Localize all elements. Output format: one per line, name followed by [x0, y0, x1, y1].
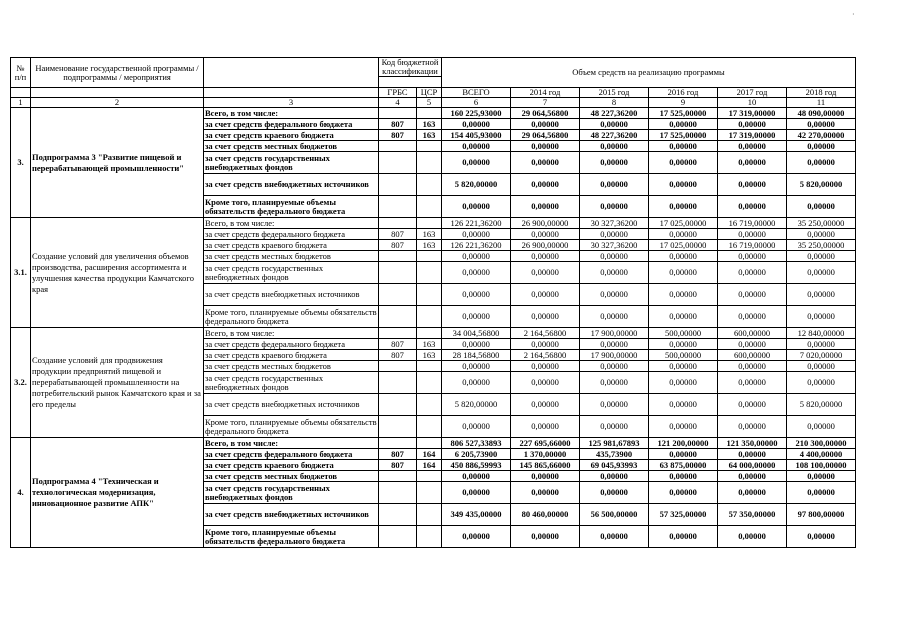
total-value: 34 004,56800 [442, 328, 511, 339]
year-value: 0,00000 [649, 152, 718, 174]
year-value: 57 325,00000 [649, 504, 718, 526]
csr-code: 163 [417, 119, 442, 130]
year-value: 0,00000 [649, 262, 718, 284]
total-value: 0,00000 [442, 152, 511, 174]
year-value: 500,00000 [649, 328, 718, 339]
grbs-code [379, 394, 417, 416]
group-number: 3. [11, 108, 31, 218]
year-value: 0,00000 [649, 471, 718, 482]
year-value: 35 250,00000 [787, 240, 856, 251]
header-blank [204, 58, 379, 88]
grbs-code: 807 [379, 460, 417, 471]
total-value: 0,00000 [442, 119, 511, 130]
grbs-code [379, 141, 417, 152]
year-value: 500,00000 [649, 350, 718, 361]
grbs-code [379, 196, 417, 218]
grbs-code [379, 471, 417, 482]
total-value: 450 886,59993 [442, 460, 511, 471]
budget-table-sheet [10, 57, 856, 548]
csr-code [417, 504, 442, 526]
year-value: 0,00000 [580, 229, 649, 240]
funding-source-label: за счет средств государственных внебюджетных фондов [204, 152, 379, 174]
year-value: 0,00000 [649, 119, 718, 130]
year-value: 48 227,36200 [580, 108, 649, 119]
column-number: 4 [379, 98, 417, 108]
year-value: 0,00000 [511, 394, 580, 416]
year-value: 0,00000 [787, 141, 856, 152]
year-value: 0,00000 [718, 141, 787, 152]
csr-code [417, 482, 442, 504]
year-value: 0,00000 [649, 361, 718, 372]
csr-code [417, 262, 442, 284]
funding-source-label: Всего, в том числе: [204, 218, 379, 229]
header-year: 2017 год [718, 88, 787, 98]
total-value: 0,00000 [442, 262, 511, 284]
year-value: 63 875,00000 [649, 460, 718, 471]
year-value: 0,00000 [580, 339, 649, 350]
year-value: 0,00000 [511, 416, 580, 438]
group-title: Подпрограмма 4 "Техническая и технологическая модернизация, инновационное развитие АПК" [31, 438, 204, 548]
total-value: 0,00000 [442, 471, 511, 482]
year-value: 0,00000 [580, 152, 649, 174]
year-value: 17 319,00000 [718, 130, 787, 141]
group-title: Создание условий для продвижения продукции предприятий пищевой и перерабатывающей промышленности на потребительский рынок Камчатского края и за его пределы [31, 328, 204, 438]
year-value: 0,00000 [511, 251, 580, 262]
csr-code [417, 251, 442, 262]
year-value: 0,00000 [649, 196, 718, 218]
year-value: 0,00000 [718, 306, 787, 328]
year-value: 0,00000 [580, 306, 649, 328]
column-number: 3 [204, 98, 379, 108]
column-number: 6 [442, 98, 511, 108]
year-value: 0,00000 [718, 526, 787, 548]
grbs-code [379, 438, 417, 449]
grbs-code [379, 416, 417, 438]
year-value: 0,00000 [649, 306, 718, 328]
year-value: 0,00000 [787, 339, 856, 350]
year-value: 0,00000 [787, 251, 856, 262]
year-value: 0,00000 [787, 119, 856, 130]
year-value: 17 900,00000 [580, 350, 649, 361]
year-value: 30 327,36200 [580, 218, 649, 229]
group-number: 3.2. [11, 328, 31, 438]
total-value: 0,00000 [442, 361, 511, 372]
year-value: 121 200,00000 [649, 438, 718, 449]
funding-source-label: Всего, в том числе: [204, 328, 379, 339]
csr-code [417, 141, 442, 152]
header-num: № п/п [11, 58, 31, 88]
year-value: 0,00000 [718, 416, 787, 438]
year-value: 0,00000 [649, 449, 718, 460]
grbs-code [379, 526, 417, 548]
year-value: 29 064,56800 [511, 130, 580, 141]
csr-code [417, 372, 442, 394]
table-row [11, 438, 856, 449]
funding-source-label: за счет средств краевого бюджета [204, 130, 379, 141]
year-value: 26 900,00000 [511, 240, 580, 251]
csr-code: 164 [417, 449, 442, 460]
year-value: 0,00000 [787, 416, 856, 438]
column-number: 7 [511, 98, 580, 108]
csr-code [417, 306, 442, 328]
year-value: 0,00000 [787, 196, 856, 218]
csr-code [417, 108, 442, 119]
funding-source-label: за счет средств государственных внебюджетных фондов [204, 262, 379, 284]
grbs-code [379, 306, 417, 328]
csr-code [417, 196, 442, 218]
funding-source-label: за счет средств краевого бюджета [204, 350, 379, 361]
csr-code [417, 526, 442, 548]
header-total: ВСЕГО [442, 88, 511, 98]
column-number: 10 [718, 98, 787, 108]
grbs-code [379, 262, 417, 284]
year-value: 0,00000 [649, 141, 718, 152]
year-value: 0,00000 [787, 526, 856, 548]
year-value: 17 525,00000 [649, 130, 718, 141]
csr-code [417, 361, 442, 372]
grbs-code [379, 218, 417, 229]
year-value: 600,00000 [718, 350, 787, 361]
year-value: 0,00000 [580, 361, 649, 372]
year-value: 29 064,56800 [511, 108, 580, 119]
grbs-code: 807 [379, 240, 417, 251]
total-value: 0,00000 [442, 526, 511, 548]
group-number: 4. [11, 438, 31, 548]
year-value: 0,00000 [718, 361, 787, 372]
csr-code [417, 416, 442, 438]
header-budget-code: Код бюджетной классификации [379, 58, 442, 77]
year-value: 0,00000 [718, 119, 787, 130]
funding-source-label: Кроме того, планируемые объемы обязательств федерального бюджета [204, 196, 379, 218]
year-value: 1 370,00000 [511, 449, 580, 460]
year-value: 42 270,00000 [787, 130, 856, 141]
csr-code: 163 [417, 130, 442, 141]
year-value: 17 525,00000 [649, 108, 718, 119]
grbs-code [379, 174, 417, 196]
funding-source-label: Кроме того, планируемые объемы обязательств федерального бюджета [205, 306, 377, 326]
grbs-code: 807 [379, 339, 417, 350]
grbs-code: 807 [379, 130, 417, 141]
year-value: 600,00000 [718, 328, 787, 339]
year-value: 0,00000 [787, 471, 856, 482]
table-row [11, 108, 856, 119]
year-value: 0,00000 [718, 262, 787, 284]
year-value: 0,00000 [649, 251, 718, 262]
year-value: 121 350,00000 [718, 438, 787, 449]
csr-code [417, 328, 442, 339]
total-value: 0,00000 [442, 229, 511, 240]
group-title: Создание условий для увеличения объемов производства, расширения ассортимента и улучшения качества продукции Камчатского края [31, 218, 204, 328]
year-value: 17 900,00000 [580, 328, 649, 339]
year-value: 0,00000 [580, 174, 649, 196]
year-value: 0,00000 [649, 284, 718, 306]
header-year: 2014 год [511, 88, 580, 98]
funding-source-label: за счет средств краевого бюджета [204, 240, 379, 251]
year-value: 0,00000 [718, 196, 787, 218]
total-value: 5 820,00000 [442, 174, 511, 196]
year-value: 0,00000 [649, 174, 718, 196]
column-number: 5 [417, 98, 442, 108]
year-value: 0,00000 [580, 372, 649, 394]
year-value: 0,00000 [649, 372, 718, 394]
funding-source-label: за счет средств федерального бюджета [204, 449, 379, 460]
year-value: 0,00000 [511, 174, 580, 196]
year-value: 0,00000 [580, 471, 649, 482]
total-value: 0,00000 [442, 141, 511, 152]
funding-source-label: за счет средств местных бюджетов [204, 471, 379, 482]
group-number: 3.1. [11, 218, 31, 328]
column-number: 1 [11, 98, 31, 108]
csr-code [417, 394, 442, 416]
year-value: 0,00000 [511, 526, 580, 548]
year-value: 0,00000 [718, 471, 787, 482]
year-value: 17 025,00000 [649, 240, 718, 251]
year-value: 97 800,00000 [787, 504, 856, 526]
total-value: 0,00000 [442, 196, 511, 218]
year-value: 0,00000 [787, 372, 856, 394]
year-value: 5 820,00000 [787, 174, 856, 196]
funding-source-label: за счет средств федерального бюджета [204, 119, 379, 130]
year-value: 125 981,67893 [580, 438, 649, 449]
year-value: 0,00000 [787, 262, 856, 284]
year-value: 0,00000 [511, 152, 580, 174]
year-value: 48 090,00000 [787, 108, 856, 119]
grbs-code [379, 108, 417, 119]
total-value: 160 225,93000 [442, 108, 511, 119]
grbs-code [379, 482, 417, 504]
header-year: 2018 год [787, 88, 856, 98]
year-value: 0,00000 [649, 229, 718, 240]
total-value: 0,00000 [442, 372, 511, 394]
funding-source-label: за счет средств внебюджетных источников [204, 174, 379, 196]
csr-code [417, 438, 442, 449]
year-value: 80 460,00000 [511, 504, 580, 526]
header-grbs: ГРБС [379, 88, 417, 98]
csr-code: 163 [417, 350, 442, 361]
header-filler [204, 88, 379, 98]
year-value: 64 000,00000 [718, 460, 787, 471]
header-filler [11, 88, 31, 98]
year-value: 0,00000 [580, 119, 649, 130]
year-value: 2 164,56800 [511, 350, 580, 361]
funding-source-label: за счет средств государственных внебюджетных фондов [204, 372, 379, 394]
year-value: 0,00000 [580, 141, 649, 152]
year-value: 17 025,00000 [649, 218, 718, 229]
total-value: 0,00000 [442, 251, 511, 262]
year-value: 0,00000 [511, 482, 580, 504]
year-value: 0,00000 [511, 284, 580, 306]
year-value: 0,00000 [580, 262, 649, 284]
year-value: 0,00000 [580, 394, 649, 416]
year-value: 69 045,93993 [580, 460, 649, 471]
column-number: 11 [787, 98, 856, 108]
year-value: 0,00000 [718, 394, 787, 416]
funding-source-label: за счет средств краевого бюджета [204, 460, 379, 471]
year-value: 0,00000 [649, 482, 718, 504]
grbs-code: 807 [379, 119, 417, 130]
grbs-code [379, 152, 417, 174]
year-value: 56 500,00000 [580, 504, 649, 526]
year-value: 0,00000 [511, 372, 580, 394]
group-title: Подпрограмма 3 "Развитие пищевой и перерабатывающей промышленности" [31, 108, 204, 218]
year-value: 0,00000 [787, 284, 856, 306]
funding-source-label: за счет средств внебюджетных источников [204, 284, 379, 306]
year-value: 0,00000 [511, 361, 580, 372]
csr-code: 164 [417, 460, 442, 471]
funding-source-label: за счет средств федерального бюджета [204, 339, 379, 350]
year-value: 0,00000 [718, 449, 787, 460]
year-value: 12 840,00000 [787, 328, 856, 339]
csr-code: 163 [417, 229, 442, 240]
year-value: 0,00000 [649, 339, 718, 350]
year-value: 0,00000 [580, 251, 649, 262]
year-value: 0,00000 [649, 394, 718, 416]
year-value: 0,00000 [511, 229, 580, 240]
year-value: 48 227,36200 [580, 130, 649, 141]
year-value: 26 900,00000 [511, 218, 580, 229]
scan-mark: · [852, 10, 855, 19]
header-name: Наименование государственной программы / подпрограммы / мероприятия [31, 58, 204, 88]
year-value: 0,00000 [718, 152, 787, 174]
total-value: 154 405,93000 [442, 130, 511, 141]
csr-code: 163 [417, 240, 442, 251]
total-value: 28 184,56800 [442, 350, 511, 361]
year-value: 0,00000 [718, 251, 787, 262]
column-number: 9 [649, 98, 718, 108]
year-value: 0,00000 [718, 174, 787, 196]
csr-code [417, 174, 442, 196]
grbs-code [379, 328, 417, 339]
funding-source-label: Всего, в том числе: [204, 108, 379, 119]
year-value: 4 400,00000 [787, 449, 856, 460]
year-value: 0,00000 [649, 526, 718, 548]
year-value: 210 300,00000 [787, 438, 856, 449]
year-value: 0,00000 [580, 482, 649, 504]
header-funding: Объем средств на реализацию программы [442, 58, 856, 88]
total-value: 0,00000 [442, 416, 511, 438]
funding-source-label: за счет средств федерального бюджета [204, 229, 379, 240]
year-value: 35 250,00000 [787, 218, 856, 229]
total-value: 0,00000 [442, 284, 511, 306]
grbs-code: 807 [379, 350, 417, 361]
budget-table [10, 57, 856, 548]
csr-code [417, 152, 442, 174]
year-value: 0,00000 [511, 141, 580, 152]
year-value: 0,00000 [718, 372, 787, 394]
csr-code: 163 [417, 339, 442, 350]
funding-source-label: Кроме того, планируемые объемы обязательств федерального бюджета [205, 416, 377, 436]
grbs-code [379, 372, 417, 394]
year-value: 0,00000 [718, 229, 787, 240]
grbs-code [379, 251, 417, 262]
csr-code [417, 284, 442, 306]
year-value: 16 719,00000 [718, 218, 787, 229]
year-value: 0,00000 [787, 152, 856, 174]
year-value: 2 164,56800 [511, 328, 580, 339]
year-value: 0,00000 [511, 471, 580, 482]
funding-source-label: за счет средств местных бюджетов [204, 361, 379, 372]
funding-source-label: за счет средств внебюджетных источников [204, 504, 379, 526]
grbs-code: 807 [379, 449, 417, 460]
year-value: 0,00000 [580, 196, 649, 218]
total-value: 806 527,33893 [442, 438, 511, 449]
year-value: 17 319,00000 [718, 108, 787, 119]
total-value: 349 435,00000 [442, 504, 511, 526]
year-value: 30 327,36200 [580, 240, 649, 251]
year-value: 0,00000 [718, 482, 787, 504]
table-row [11, 328, 856, 339]
csr-code [417, 218, 442, 229]
year-value: 435,73900 [580, 449, 649, 460]
year-value: 0,00000 [787, 306, 856, 328]
header-csr: ЦСР [417, 88, 442, 98]
year-value: 0,00000 [511, 196, 580, 218]
funding-source-label: за счет средств государственных внебюджетных фондов [204, 482, 379, 504]
total-value: 126 221,36200 [442, 218, 511, 229]
year-value: 0,00000 [649, 416, 718, 438]
column-number: 2 [31, 98, 204, 108]
grbs-code [379, 361, 417, 372]
column-number: 8 [580, 98, 649, 108]
grbs-code [379, 284, 417, 306]
funding-source-label: Кроме того, планируемые объемы обязательств федерального бюджета [204, 526, 379, 548]
year-value: 0,00000 [718, 284, 787, 306]
total-value: 6 205,73900 [442, 449, 511, 460]
total-value: 5 820,00000 [442, 394, 511, 416]
year-value: 0,00000 [580, 526, 649, 548]
year-value: 0,00000 [511, 262, 580, 284]
funding-source-label: за счет средств местных бюджетов [204, 251, 379, 262]
header-year: 2015 год [580, 88, 649, 98]
year-value: 0,00000 [511, 306, 580, 328]
year-value: 0,00000 [511, 339, 580, 350]
table-row [11, 218, 856, 229]
funding-source-label: Всего, в том числе: [204, 438, 379, 449]
grbs-code: 807 [379, 229, 417, 240]
funding-source-label: за счет средств внебюджетных источников [204, 394, 379, 416]
year-value: 108 100,00000 [787, 460, 856, 471]
total-value: 0,00000 [442, 339, 511, 350]
header-filler [31, 88, 204, 98]
year-value: 0,00000 [787, 229, 856, 240]
year-value: 16 719,00000 [718, 240, 787, 251]
year-value: 0,00000 [511, 119, 580, 130]
year-value: 0,00000 [787, 482, 856, 504]
csr-code [417, 471, 442, 482]
funding-source-label: за счет средств местных бюджетов [204, 141, 379, 152]
header-year: 2016 год [649, 88, 718, 98]
year-value: 0,00000 [580, 284, 649, 306]
year-value: 7 020,00000 [787, 350, 856, 361]
total-value: 0,00000 [442, 306, 511, 328]
total-value: 126 221,36200 [442, 240, 511, 251]
year-value: 5 820,00000 [787, 394, 856, 416]
grbs-code [379, 504, 417, 526]
year-value: 0,00000 [580, 416, 649, 438]
year-value: 145 865,66000 [511, 460, 580, 471]
year-value: 57 350,00000 [718, 504, 787, 526]
year-value: 0,00000 [718, 339, 787, 350]
year-value: 0,00000 [787, 361, 856, 372]
year-value: 227 695,66000 [511, 438, 580, 449]
total-value: 0,00000 [442, 482, 511, 504]
